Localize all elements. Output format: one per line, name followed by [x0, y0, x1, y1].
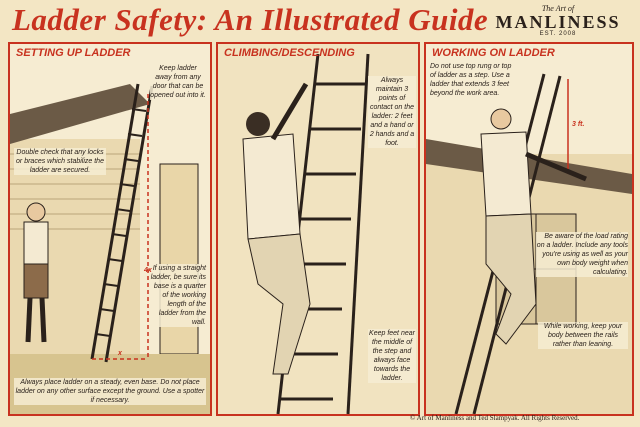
work-illustration [426, 44, 632, 414]
page-title: Ladder Safety: An Illustrated Guide [12, 2, 489, 37]
label-4x: 4x [144, 267, 152, 274]
note-ground: Always place ladder on a steady, even base. Do not place ladder on any other surface except the ground. Use a spotter if necessary. [15, 379, 205, 404]
art-of-manliness-logo [488, 4, 628, 40]
panel-working-on-ladder [424, 42, 634, 416]
note-locks: Double check that any locks or braces which stabilize the ladder are secured. [14, 148, 106, 175]
panel-title-setup: SETTING UP LADDER [16, 47, 131, 59]
note-load-rating: Be aware of the load rating on a ladder. Include any tools you're using as well as your own body weight when calculating. [536, 233, 628, 276]
label-3ft: 3 ft. [572, 121, 585, 128]
label-x: x [118, 350, 122, 357]
logo-line-2: MANLINESS [495, 12, 621, 32]
note-three-points: Always maintain 3 points of contact on the ladder: 2 feet and a hand or 2 hands and a foot. [369, 77, 415, 147]
note-top-rung: Do not use top rung or top of ladder as a step. Use a ladder that extends 3 feet beyond the work area. [430, 62, 518, 98]
note-feet: Keep feet near the middle of the step and always face towards the ladder. [369, 330, 415, 382]
note-rails: While working, keep your body between the rails rather than leaning. [538, 322, 628, 349]
panel-climbing-descending [216, 42, 420, 416]
panel-setting-up-ladder [8, 42, 212, 416]
logo-line-1: The Art of [541, 4, 575, 13]
panel-title-work: WORKING ON LADDER [432, 47, 555, 59]
logo-line-3: EST. 2008 [539, 31, 577, 37]
note-quarter: If using a straight ladder, be sure its base is a quarter of the working length of the ladder from the wall. [150, 265, 206, 326]
copyright-footer: © Art of Manliness and Ted Slampyak. All Rights Reserved. [410, 414, 580, 422]
note-door: Keep ladder away from any door that can be opened out into it. [150, 65, 206, 99]
panel-title-climb: CLIMBING/DESCENDING [224, 47, 355, 59]
